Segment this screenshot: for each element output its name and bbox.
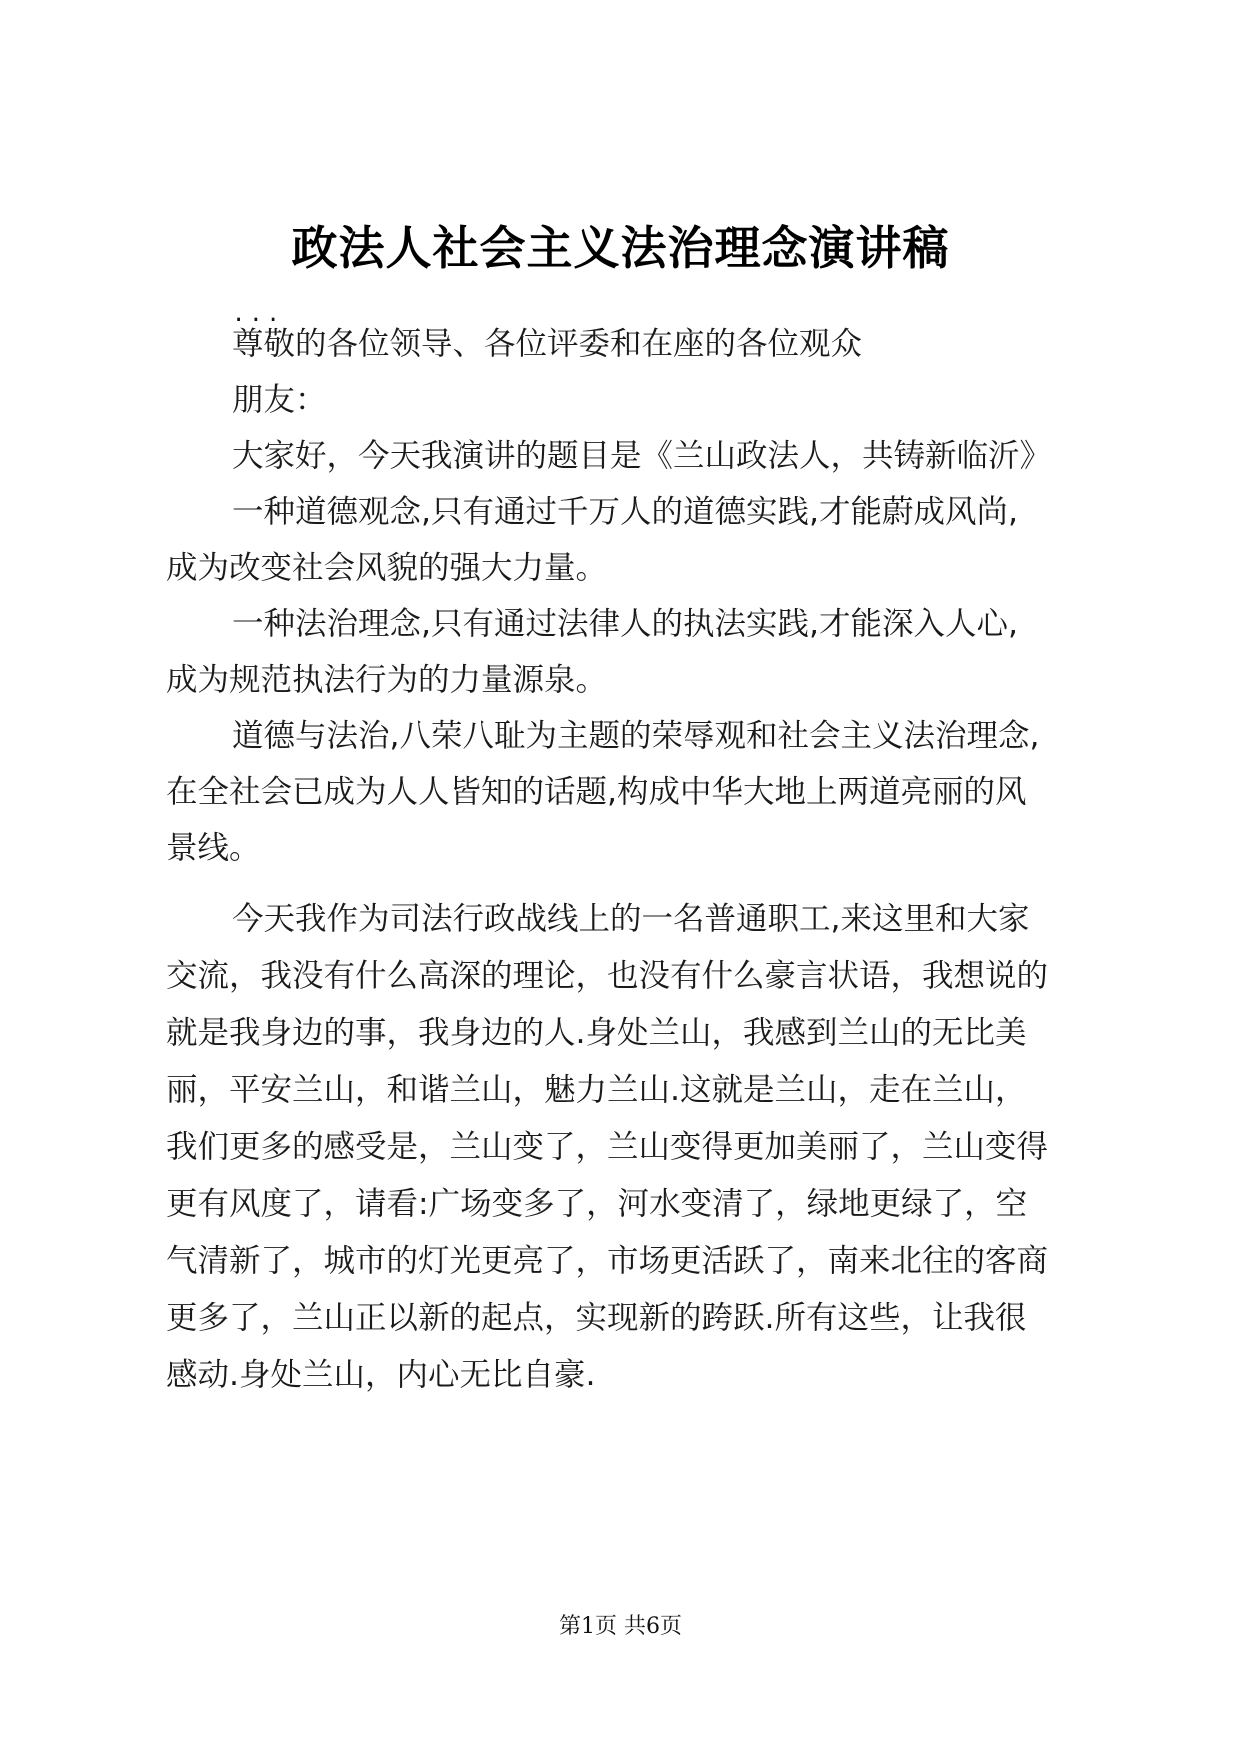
paragraph-line: 景线。 [166,830,261,866]
paragraph-line: 大家好，今天我演讲的题目是《兰山政法人，共铸新临沂》 [232,438,1052,474]
paragraph-line: 在全社会已成为人人皆知的话题,构成中华大地上两道亮丽的风 [166,774,1027,810]
ellipsis-marker: ... [232,302,284,327]
paragraph-line: 更多了，兰山正以新的起点，实现新的跨跃.所有这些，让我很 [166,1300,1027,1336]
page-number-footer: 第1页 共6页 [559,1614,682,1639]
paragraph-line: 感动.身处兰山，内心无比自豪. [166,1357,596,1393]
document-title: 政法人社会主义法治理念演讲稿 [291,221,950,275]
salutation-continuation: 朋友： [232,382,327,418]
paragraph-line: 一种道德观念,只有通过千万人的道德实践,才能蔚成风尚, [232,494,1019,530]
salutation-line: 尊敬的各位领导、各位评委和在座的各位观众 [232,326,863,362]
paragraph-line: 气清新了，城市的灯光更亮了，市场更活跃了，南来北往的客商 [166,1243,1049,1279]
paragraph-line: 就是我身边的事，我身边的人.身处兰山，我感到兰山的无比美 [166,1015,1027,1051]
paragraph-line: 道德与法治,八荣八耻为主题的荣辱观和社会主义法治理念, [232,718,1040,754]
paragraph-line: 丽，平安兰山，和谐兰山，魅力兰山.这就是兰山，走在兰山， [166,1072,1027,1108]
paragraph-line: 我们更多的感受是，兰山变了，兰山变得更加美丽了，兰山变得 [166,1129,1049,1165]
paragraph-line: 一种法治理念,只有通过法律人的执法实践,才能深入人心, [232,606,1019,642]
paragraph-line: 更有风度了，请看:广场变多了，河水变清了，绿地更绿了，空 [166,1186,1028,1222]
paragraph-line: 成为规范执法行为的力量源泉。 [166,662,608,698]
paragraph-line: 今天我作为司法行政战线上的一名普通职工,来这里和大家 [232,901,1030,937]
paragraph-line: 交流，我没有什么高深的理论，也没有什么豪言状语，我想说的 [166,958,1049,994]
paragraph-line: 成为改变社会风貌的强大力量。 [166,550,608,586]
